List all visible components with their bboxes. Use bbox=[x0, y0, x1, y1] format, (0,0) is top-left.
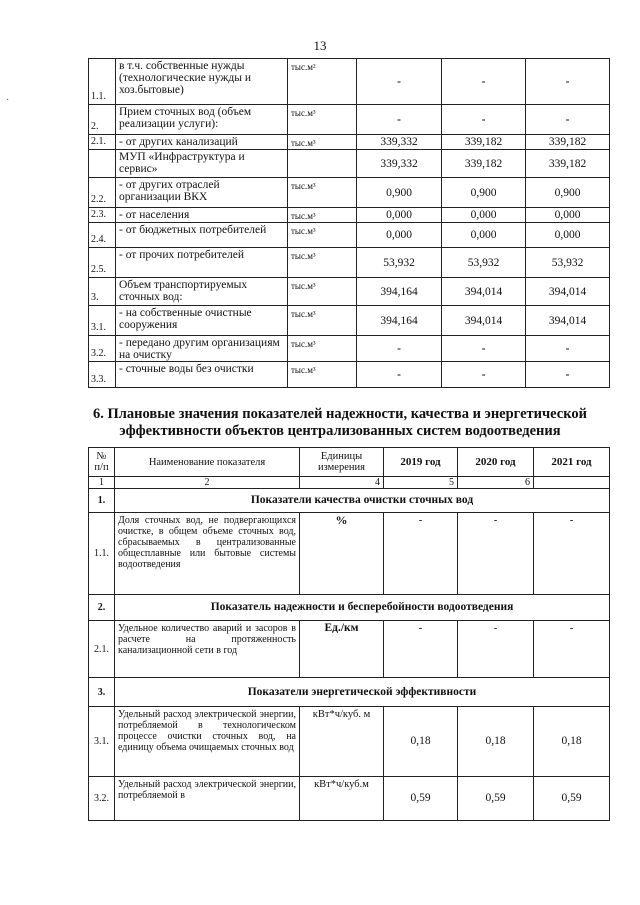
row-value-2021: 0,000 bbox=[526, 223, 610, 248]
header-2019: 2019 год bbox=[384, 448, 458, 477]
table-row bbox=[89, 336, 610, 362]
row-unit: кВт*ч/куб.м bbox=[300, 777, 384, 821]
row-unit: тыс.м² bbox=[288, 59, 357, 105]
section-row bbox=[89, 678, 610, 707]
row-value-2021: 394,014 bbox=[526, 278, 610, 306]
row-value-2019: - bbox=[357, 362, 442, 388]
row-name: - от других канализаций bbox=[116, 135, 288, 150]
row-value-2021: 53,932 bbox=[526, 248, 610, 278]
row-value-2019: - bbox=[357, 105, 442, 135]
colnum-empty bbox=[534, 477, 610, 489]
row-value-2020: 0,000 bbox=[442, 223, 526, 248]
colnum-1: 1 bbox=[89, 477, 115, 489]
row-num: 2.5. bbox=[89, 248, 116, 278]
row-num: 3. bbox=[89, 278, 116, 306]
section-title: Показатели энергетической эффективности bbox=[115, 678, 610, 707]
row-num: 2.1. bbox=[89, 621, 115, 678]
row-unit: Ед./км bbox=[300, 621, 384, 678]
row-value-2020: - bbox=[442, 336, 526, 362]
row-num: 3.1. bbox=[89, 707, 115, 777]
row-name: Доля сточных вод, не подвергающихся очистке, в общем объеме сточных вод, сбрасываемых в централизованные общесплавные или бытовые системы водоотведения bbox=[115, 513, 300, 595]
row-name: МУП «Инфраструктура и сервис» bbox=[116, 150, 288, 178]
row-value-2019: - bbox=[384, 621, 458, 678]
margin-mark: · bbox=[6, 95, 10, 106]
section-6-title: 6. Плановые значения показателей надежности, качества и энергетической эффективности объектов централизованных систем водоотведения bbox=[93, 406, 587, 439]
table2-colnum-row bbox=[89, 477, 610, 489]
row-unit: % bbox=[300, 513, 384, 595]
table2-header-row bbox=[89, 448, 610, 477]
row-unit: тыс.м³ bbox=[288, 105, 357, 135]
colnum-6: 6 bbox=[458, 477, 534, 489]
row-value-2021: - bbox=[534, 621, 610, 678]
row-num: 2.3. bbox=[89, 208, 116, 223]
row-value-2019: 394,164 bbox=[357, 306, 442, 336]
row-value-2020: 339,182 bbox=[442, 135, 526, 150]
row-value-2020: 53,932 bbox=[442, 248, 526, 278]
table-row bbox=[89, 135, 610, 150]
colnum-2: 2 bbox=[115, 477, 300, 489]
table-row bbox=[89, 105, 610, 135]
section-num: 1. bbox=[89, 489, 115, 513]
row-value-2019: 394,164 bbox=[357, 278, 442, 306]
row-unit: тыс.м³ bbox=[288, 178, 357, 208]
row-name: в т.ч. собственные нужды (технологические нужды и хоз.бытовые) bbox=[116, 59, 288, 105]
row-value-2019: - bbox=[357, 336, 442, 362]
row-value-2020: 339,182 bbox=[442, 150, 526, 178]
table-row bbox=[89, 208, 610, 223]
row-name: - передано другим организациям на очистку bbox=[116, 336, 288, 362]
row-value-2019: - bbox=[384, 513, 458, 595]
table-row bbox=[89, 306, 610, 336]
table-row bbox=[89, 777, 610, 821]
row-num: 2.1. bbox=[89, 135, 116, 150]
table-row bbox=[89, 59, 610, 105]
wastewater-volume-table bbox=[88, 58, 610, 388]
row-name: - от других отраслей организации ВКХ bbox=[116, 178, 288, 208]
row-value-2021: - bbox=[534, 513, 610, 595]
row-num: 1.1. bbox=[89, 513, 115, 595]
row-num: 3.2. bbox=[89, 336, 116, 362]
table-row bbox=[89, 621, 610, 678]
row-value-2020: - bbox=[442, 59, 526, 105]
row-name: - от прочих потребителей bbox=[116, 248, 288, 278]
section-title: Показатель надежности и бесперебойности водоотведения bbox=[115, 595, 610, 621]
row-name: - от населения bbox=[116, 208, 288, 223]
row-value-2020: 0,000 bbox=[442, 208, 526, 223]
row-unit: тыс.м³ bbox=[288, 223, 357, 248]
row-value-2019: - bbox=[357, 59, 442, 105]
row-num: 3.3. bbox=[89, 362, 116, 388]
row-unit: тыс.м³ bbox=[288, 306, 357, 336]
row-value-2020: 394,014 bbox=[442, 278, 526, 306]
section-row bbox=[89, 489, 610, 513]
table-row bbox=[89, 362, 610, 388]
row-name: Удельный расход электрической энергии, потребляемой в bbox=[115, 777, 300, 821]
colnum-4: 4 bbox=[300, 477, 384, 489]
row-unit: тыс.м³ bbox=[288, 336, 357, 362]
section-num: 3. bbox=[89, 678, 115, 707]
row-value-2019: 0,000 bbox=[357, 223, 442, 248]
row-value-2020: - bbox=[458, 513, 534, 595]
row-value-2020: - bbox=[442, 362, 526, 388]
table-row bbox=[89, 707, 610, 777]
section-row bbox=[89, 595, 610, 621]
header-num: № п/п bbox=[89, 448, 115, 477]
row-name: Удельное количество аварий и засоров в расчете на протяженность канализационной сети в год bbox=[115, 621, 300, 678]
row-value-2019: 0,18 bbox=[384, 707, 458, 777]
row-value-2019: 0,900 bbox=[357, 178, 442, 208]
row-name: - на собственные очистные сооружения bbox=[116, 306, 288, 336]
row-name: Прием сточных вод (объем реализации услуги): bbox=[116, 105, 288, 135]
row-value-2020: 0,59 bbox=[458, 777, 534, 821]
row-name: Удельный расход электрической энергии, потребляемой в технологическом процессе очистки сточных вод, на единицу объема очищаемых сточных вод bbox=[115, 707, 300, 777]
page-number: 13 bbox=[313, 38, 327, 53]
row-name: Объем транспортируемых сточных вод: bbox=[116, 278, 288, 306]
row-value-2019: 0,000 bbox=[357, 208, 442, 223]
row-value-2020: 0,900 bbox=[442, 178, 526, 208]
row-value-2020: - bbox=[442, 105, 526, 135]
header-2020: 2020 год bbox=[458, 448, 534, 477]
row-value-2021: 394,014 bbox=[526, 306, 610, 336]
header-2021: 2021 год bbox=[534, 448, 610, 477]
row-value-2021: 0,59 bbox=[534, 777, 610, 821]
row-name: - сточные воды без очистки bbox=[116, 362, 288, 388]
row-value-2019: 53,932 bbox=[357, 248, 442, 278]
row-num: 2.2. bbox=[89, 178, 116, 208]
row-value-2020: 0,18 bbox=[458, 707, 534, 777]
table-row bbox=[89, 278, 610, 306]
row-value-2021: - bbox=[526, 362, 610, 388]
row-unit: тыс.м³ bbox=[288, 135, 357, 150]
row-num: 2. bbox=[89, 105, 116, 135]
row-unit: кВт*ч/куб. м bbox=[300, 707, 384, 777]
row-value-2021: 339,182 bbox=[526, 135, 610, 150]
row-value-2021: 0,900 bbox=[526, 178, 610, 208]
row-unit: тыс.м³ bbox=[288, 362, 357, 388]
row-value-2020: 394,014 bbox=[442, 306, 526, 336]
table-row bbox=[89, 223, 610, 248]
row-unit bbox=[288, 150, 357, 178]
row-num: 2.4. bbox=[89, 223, 116, 248]
row-value-2019: 0,59 bbox=[384, 777, 458, 821]
row-value-2019: 339,332 bbox=[357, 150, 442, 178]
row-value-2021: 0,18 bbox=[534, 707, 610, 777]
table-row bbox=[89, 248, 610, 278]
row-value-2020: - bbox=[458, 621, 534, 678]
row-unit: тыс.м³ bbox=[288, 248, 357, 278]
row-num: 3.1. bbox=[89, 306, 116, 336]
header-unit: Единицы измерения bbox=[300, 448, 384, 477]
colnum-5: 5 bbox=[384, 477, 458, 489]
row-value-2021: - bbox=[526, 105, 610, 135]
row-value-2019: 339,332 bbox=[357, 135, 442, 150]
row-num: 1.1. bbox=[89, 59, 116, 105]
row-num bbox=[89, 150, 116, 178]
row-unit: тыс.м³ bbox=[288, 208, 357, 223]
section-num: 2. bbox=[89, 595, 115, 621]
table-row bbox=[89, 150, 610, 178]
row-num: 3.2. bbox=[89, 777, 115, 821]
table-row bbox=[89, 513, 610, 595]
row-value-2021: 0,000 bbox=[526, 208, 610, 223]
row-value-2021: - bbox=[526, 59, 610, 105]
header-name: Наименование показателя bbox=[115, 448, 300, 477]
indicators-table bbox=[88, 447, 610, 821]
row-unit: тыс.м³ bbox=[288, 278, 357, 306]
table-row bbox=[89, 178, 610, 208]
row-value-2021: - bbox=[526, 336, 610, 362]
section-title: Показатели качества очистки сточных вод bbox=[115, 489, 610, 513]
row-value-2021: 339,182 bbox=[526, 150, 610, 178]
row-name: - от бюджетных потребителей bbox=[116, 223, 288, 248]
